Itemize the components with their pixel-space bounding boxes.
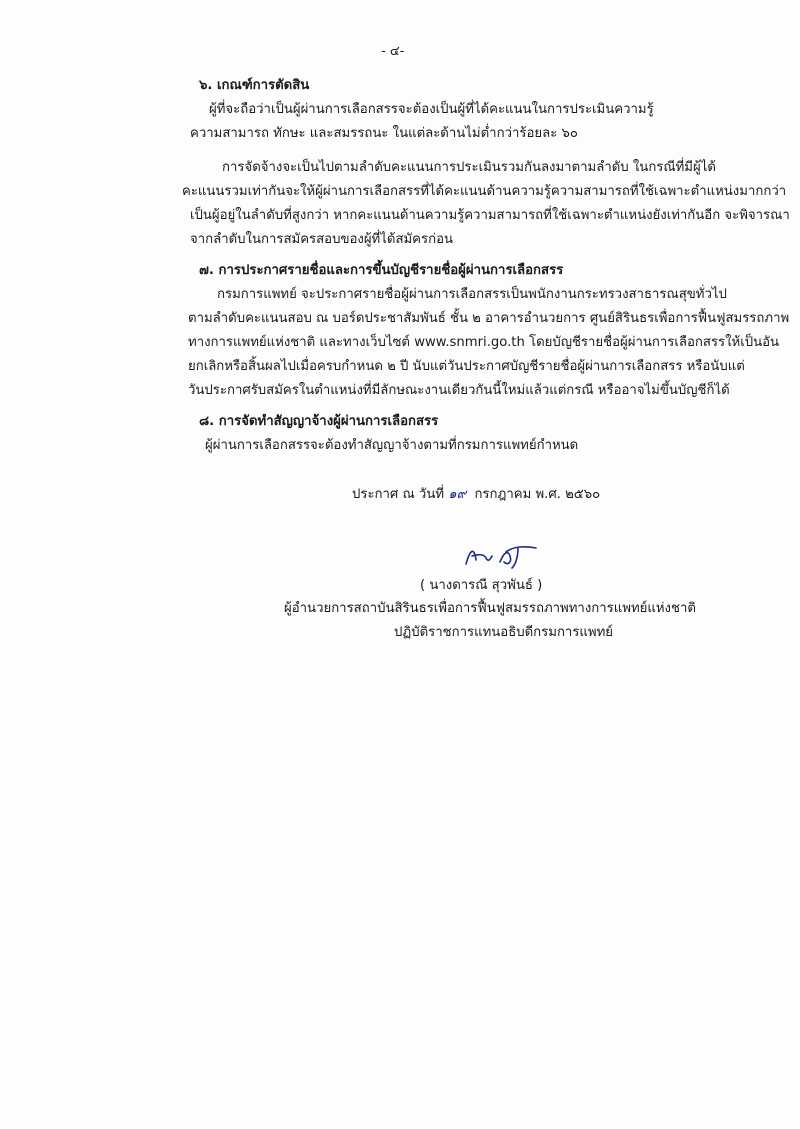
section-7-line: วันประกาศรับสมัครในตำแหน่งที่มีลักษณะงานเดียวกันนี้ใหม่แล้วแต่กรณี หรืออาจไม่ขึ้นบัญชีก็ได้ <box>188 383 730 398</box>
section-7-heading: ๗. การประกาศรายชื่อและการขึ้นบัญชีรายชื่อผู้ผ่านการเลือกสรร <box>199 263 564 278</box>
section-6-line: คะแนนรวมเท่ากันจะให้ผู้ผ่านการเลือกสรรที่ได้คะแนนด้านความรู้ความสามารถที่ใช้เฉพาะตำแหน่งมากกว่า <box>182 184 787 199</box>
signer-name: ( นางดารณี สุวพันธ์ ) <box>420 578 543 593</box>
section-6-line: จากลำดับในการสมัครสอบของผู้ที่ได้สมัครก่อน <box>190 232 454 247</box>
signature-image <box>462 540 542 570</box>
section-7-line: ยกเลิกหรือสิ้นผลไปเมื่อครบกำหนด ๒ ปี นับแต่วันประกาศบัญชีรายชื่อผู้ผ่านการเลือกสรร หรือนับแต่ <box>188 359 745 374</box>
signer-acting: ปฏิบัติราชการแทนอธิบดีกรมการแพทย์ <box>394 625 614 640</box>
section-7-line: ทางการแพทย์แห่งชาติ และทางเว็บไซต์ www.snmri.go.th โดยบัญชีรายชื่อผู้ผ่านการเลือกสรรให้เป็นอัน <box>188 335 780 350</box>
announcement-date <box>352 483 600 504</box>
section-6-heading: ๖. เกณฑ์การตัดสิน <box>199 78 310 93</box>
section-6-line: เป็นผู้อยู่ในลำดับที่สูงกว่า หากคะแนนด้านความรู้ความสามารถที่ใช้เฉพาะตำแหน่งยังเท่ากันอีก จะพิจารณา <box>190 208 790 223</box>
page-number: - ๔- <box>381 44 405 59</box>
announcement-prefix: ประกาศ ณ วันที่ <box>352 487 445 502</box>
section-6-line: ความสามารถ ทักษะ และสมรรถนะ ในแต่ละด้านไม่ต่ำกว่าร้อยละ ๖๐ <box>190 126 578 141</box>
section-6-line: การจัดจ้างจะเป็นไปตามลำดับคะแนนการประเมินรวมกันลงมาตามลำดับ ในกรณีที่มีผู้ได้ <box>222 160 716 175</box>
section-8-heading: ๘. การจัดทำสัญญาจ้างผู้ผ่านการเลือกสรร <box>199 414 439 429</box>
section-7-line: กรมการแพทย์ จะประกาศรายชื่อผู้ผ่านการเลือกสรรเป็นพนักงานกระทรวงสาธารณสุขทั่วไป <box>217 287 727 302</box>
signer-title: ผู้อำนวยการสถาบันสิรินธรเพื่อการฟื้นฟูสมรรถภาพทางการแพทย์แห่งชาติ <box>284 601 696 616</box>
announcement-day: ๑๙ <box>448 487 467 502</box>
section-8-line: ผู้ผ่านการเลือกสรรจะต้องทำสัญญาจ้างตามที่กรมการแพทย์กำหนด <box>205 438 579 453</box>
section-6-line: ผู้ที่จะถือว่าเป็นผู้ผ่านการเลือกสรรจะต้องเป็นผู้ที่ได้คะแนนในการประเมินความรู้ <box>209 102 654 117</box>
section-7-line: ตามลำดับคะแนนสอบ ณ บอร์ดประชาสัมพันธ์ ชั้น ๒ อาคารอำนวยการ ศูนย์สิรินธรเพื่อการฟื้นฟูสมรรถภาพ <box>188 311 790 326</box>
announcement-suffix: กรกฎาคม พ.ศ. ๒๕๖๐ <box>474 487 601 502</box>
